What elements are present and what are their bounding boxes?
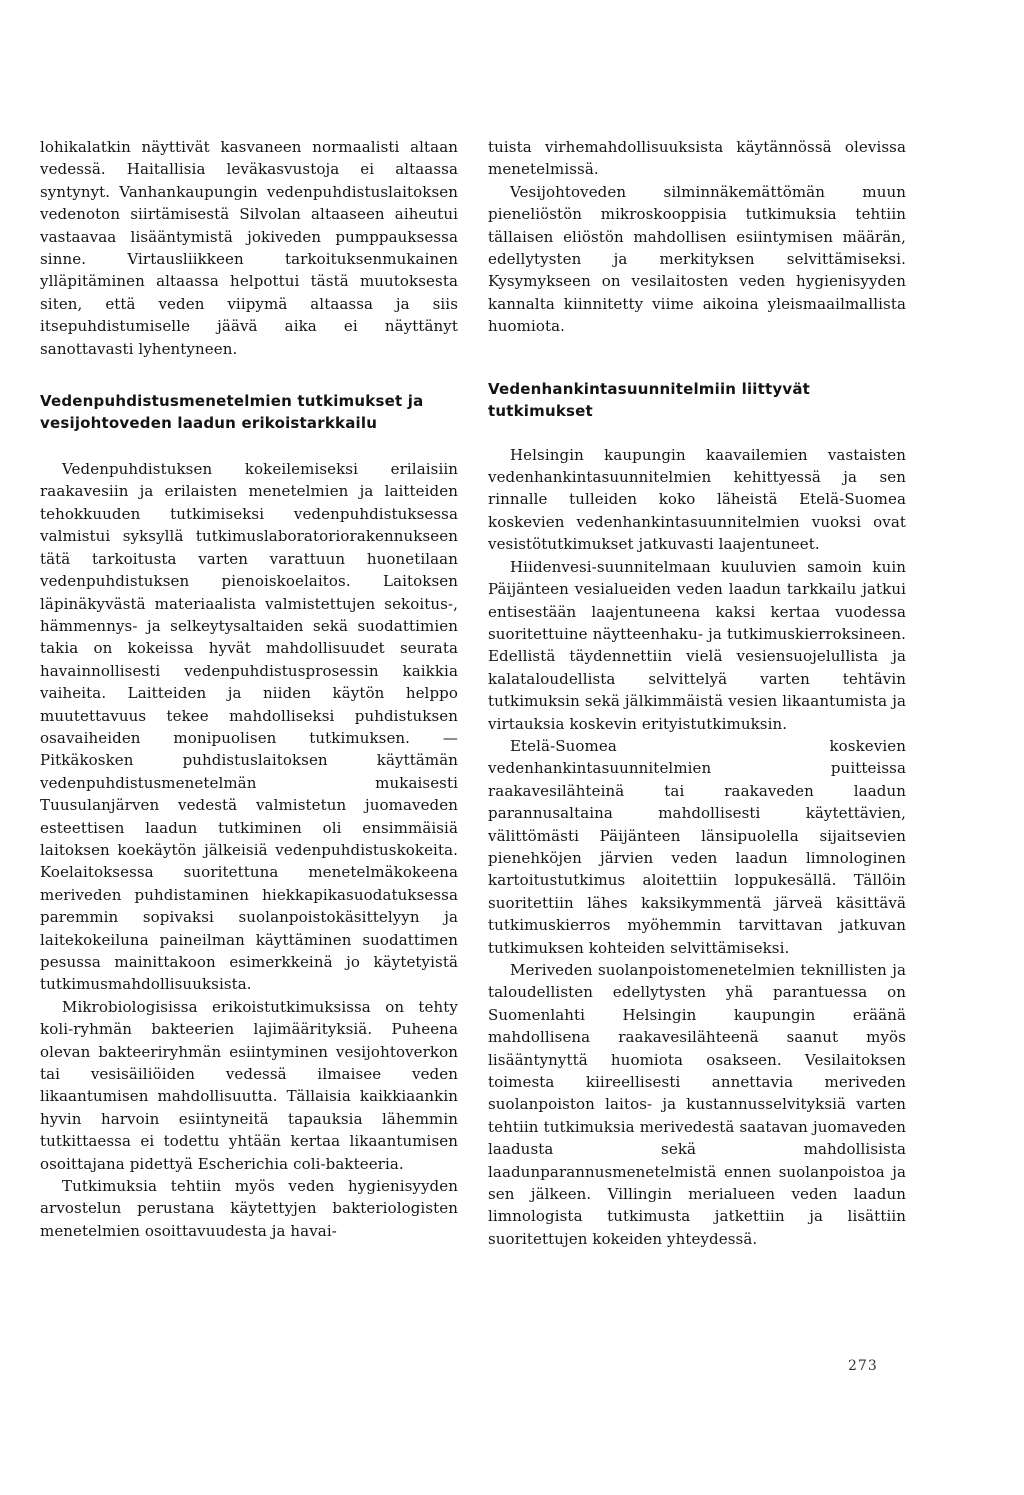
left-paragraph-2: Mikrobiologisissa erikoistutkimuksissa on tehty koli-ryhmän bakteerien lajimäärityksiä. Puheena olevan bakteeriryhmän esiintyminen vesijohtoverkon tai vesisäiliöiden vedessä ilmaisee veden likaantumisen mahdollisuutta. Tällaisia kaikkiaankin hyvin harvoin esiintyneitä tapauksia lähemmin tutkittaessa ei todettu yhtään kertaa likaantumisen osoittajana pidettyä Escherichia coli-bakteeria.	[40, 997, 458, 1173]
right-paragraph-2: Helsingin kaupungin kaavailemien vastaisten vedenhankintasuunnitelmien kehittyessä ja sen rinnalle tulleiden koko läheistä Etelä-Suomea koskevien vedenhankintasuunnitelmien vuoksi ovat vesistötutkimukset jatkuvasti laajentuneet.	[488, 445, 906, 554]
left-paragraph-1: Vedenpuhdistuksen kokeilemiseksi erilaisiin raakavesiin ja erilaisten menetelmien ja laitteiden tehokkuuden tutkimiseksi vedenpuhdistuksessa valmistui syksyllä tutkimuslaboratoriorakennukseen tätä tarkoitusta varten varattuun huonetilaan vedenpuhdistuksen pienoiskoelaitos. Laitoksen läpinäkyvästä materiaalista valmistettujen sekoitus-, hämmennys- ja selkeytysaltaiden sekä suodattimien takia on kokeissa hyvät mahdollisuudet seurata havainnollisesti vedenpuhdistusprosessin kaikkia vaiheita. Laitteiden ja niiden käytön helppo muutettavuus tekee mahdolliseksi puhdistuksen osavaiheiden monipuolisen tutkimuksen. — Pitkäkosken puhdistuslaitoksen käyttämän vedenpuhdistusmenetelmän mukaisesti Tuusulanjärven vedestä valmistetun juomaveden esteettisen laadun tutkiminen oli ensimmäisiä laitoksen koekäytön jälkeisiä vedenpuhdistuskokeita. Koelaitoksessa suoritettuna menetelmäkokeena meriveden puhdistaminen hiekkapikasuodatuksessa paremmin sopivaksi suolanpoistokäsittelyyn ja laitekokeiluna paineilman käyttäminen suodattimen pesussa mainittakoon esimerkkeinä jo käytetyistä tutkimusmahdollisuuksista.	[40, 460, 458, 994]
section-heading-water-supply-plans: Vedenhankintasuunnitelmiin liittyvät tutkimukset	[488, 379, 811, 420]
section-heading-water-treatment: Vedenpuhdistusmenetelmien tutkimukset ja vesijohtoveden laadun erikoistarkkailu	[40, 392, 424, 433]
right-paragraph-5: Meriveden suolanpoistomenetelmien teknillisten ja taloudellisten edellytysten yhä parantuessa on Suomenlahti Helsingin kaupungin eräänä mahdollisena raakavesilähteenä saanut myös lisääntynyttä huomiota osakseen. Vesilaitoksen toimesta kiireellisesti annettavia meriveden suolanpoiston laitos- ja kustannusselvityksiä varten tehtiin tutkimuksia merivedestä saatavan juomaveden laadusta sekä mahdollisista laadunparannusmenetelmistä ennen suolanpoistoa ja sen jälkeen. Villingin merialueen veden laadun limnologista tutkimusta jatkettiin ja lisättiin suoritettujen kokeiden yhteydessä.	[488, 961, 906, 1248]
right-paragraph-3: Hiidenvesi-suunnitelmaan kuuluvien samoin kuin Päijänteen vesialueiden veden laadun tarkkailu jatkui entisestään laajentuneena kaksi kertaa vuodessa suoritettuine näytteenhaku- ja tutkimuskierroksineen. Edellistä täydennettiin vielä vesiensuojelullista ja kalataloudellista selvittelyä varten tehtävin tutkimuksin sekä jälkimmäistä vesien likaantumista ja virtauksia koskevin erityistutkimuksin.	[488, 557, 906, 733]
right-paragraph-4: Etelä-Suomea koskevien vedenhankintasuunnitelmien puitteissa raakavesilähteinä tai raakaveden laadun parannusaltaina mahdollisesti käytettävien, välittömästi Päijänteen länsipuolella sijaitsevien pienehköjen järvien veden laadun limnologinen kartoitustutkimus aloitettiin loppukesällä. Tällöin suoritettiin lähes kaksikymmentä järveä käsittävä tutkimuskierros myöhemmin tarvittavan jatkuvan tutkimuksen kohteiden selvittämiseksi.	[488, 736, 906, 957]
right-paragraph-1: Vesijohtoveden silminnäkemättömän muun pieneliöstön mikroskooppisia tutkimuksia tehtiin tällaisen eliöstön mahdollisen esiintymisen määrän, edellytysten ja merkityksen selvittämiseksi. Kysymykseen on vesilaitosten veden hygienisyyden kannalta kiinnitetty viime aikoina yleismaailmallista huomiota.	[488, 182, 906, 336]
right-column	[488, 136, 906, 1250]
left-column	[40, 136, 458, 1242]
right-continuation-paragraph: tuista virhemahdollisuuksista käytännössä olevissa menetelmissä.	[488, 138, 906, 179]
page-number: 273	[848, 1358, 878, 1374]
left-continuation-paragraph: lohikalatkin näyttivät kasvaneen normaalisti altaan vedessä. Haitallisia leväkasvustoja ei altaassa syntynyt. Vanhankaupungin vedenpuhdistuslaitoksen vedenoton siirtämisestä Silvolan altaaseen aiheutui vastaavaa lisääntymistä jokiveden pumppauksessa sinne. Virtausliikkeen tarkoituksenmukainen ylläpitäminen altaassa helpottui tästä muutoksesta siten, että veden viipymä altaassa ja siis itsepuhdistumiselle jäävä aika ei näyttänyt sanottavasti lyhentyneen.	[40, 138, 458, 358]
left-paragraph-3: Tutkimuksia tehtiin myös veden hygienisyyden arvostelun perustana käytettyjen bakteriologisten menetelmien osoittavuudesta ja havai-	[40, 1177, 458, 1240]
